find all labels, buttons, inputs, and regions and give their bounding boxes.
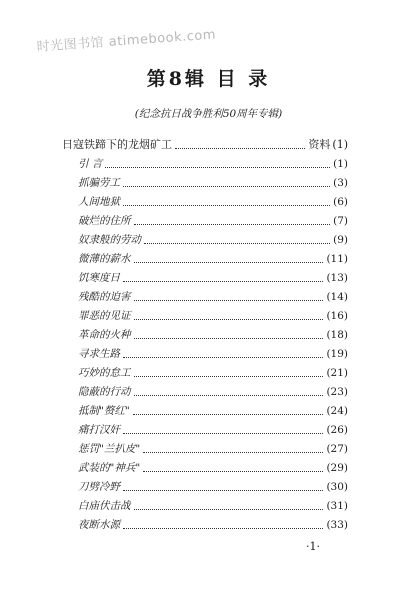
dot-leader [123,186,330,187]
toc-entry-label: 痛打汉奸 [78,424,120,436]
toc-entry [78,233,348,247]
page-number: ·1· [306,540,320,553]
toc-entry-page: (11) [326,253,348,265]
dot-leader [105,167,330,168]
toc-entry-label: 日寇铁蹄下的龙烟矿工 [62,138,172,151]
toc-entry-label: 巧妙的怠工 [78,367,131,379]
toc-entry-page: (27) [326,443,348,455]
toc-entry [78,271,348,285]
toc-entry [78,176,348,190]
toc-entry [78,423,348,437]
dot-leader [123,205,330,206]
subtitle: (纪念抗日战争胜利50周年专辑) [134,108,283,120]
toc-entry-label: 破烂的住所 [78,215,131,227]
dot-leader [134,395,324,396]
dot-leader [134,262,324,263]
toc-entry-label: 残酷的迫害 [78,291,131,303]
toc-entry-label: 奴隶般的劳动 [78,234,141,246]
toc-entry-label: 引 言 [78,158,103,170]
dot-leader [123,357,323,358]
dot-leader [123,490,323,491]
toc-entry-page: (30) [326,481,348,493]
toc-entry-page: (23) [326,386,348,398]
toc-entry [78,461,348,475]
dot-leader [175,148,305,149]
toc-entry [78,385,348,399]
toc-entry-page: (21) [326,367,348,379]
toc-entry-page: (18) [326,329,348,341]
toc-entry [78,195,348,209]
toc-entry-label: 饥寒度日 [78,272,120,284]
toc-entry-page: (26) [326,424,348,436]
toc-entry [78,309,348,323]
toc-entry-page: (29) [326,462,348,474]
toc-entry-page: (31) [326,500,348,512]
toc-entry [78,214,348,228]
toc-entry [78,442,348,456]
dot-leader [143,452,323,453]
dot-leader [134,319,324,320]
toc-entry-page: (1) [333,158,348,170]
dot-leader [134,509,324,510]
toc-entry-page: (6) [333,196,348,208]
toc-entry-label: 白庙伏击战 [78,500,131,512]
toc-entry-page: (24) [326,405,348,417]
toc-entry-label: 微薄的薪水 [78,253,131,265]
dot-leader [133,414,324,415]
toc-entry-label: 刀劈冷野 [78,481,120,493]
dot-leader [123,528,323,529]
page-title: 第8辑 目 录 [146,68,271,90]
toc-main-entry [62,138,348,152]
toc-entry [78,328,348,342]
toc-entry-label: 抓骗劳工 [78,177,120,189]
toc-entry [78,480,348,494]
toc-entry-page: (33) [326,519,348,531]
dot-leader [134,224,331,225]
toc-entry-page: (14) [326,291,348,303]
toc-entry-label: 人间地狱 [78,196,120,208]
toc-entry [78,366,348,380]
dot-leader [134,300,324,301]
toc-entry-page: (7) [333,215,348,227]
dot-leader [134,376,324,377]
toc-entry-page: (3) [333,177,348,189]
dot-leader [123,433,323,434]
toc-entry-page: (13) [326,272,348,284]
toc-entry-page: (9) [333,234,348,246]
toc-entry-page: (16) [326,310,348,322]
toc-entry-tag: 资料 [308,138,331,151]
toc-entry-label: 夜断水源 [78,519,120,531]
toc-entry [78,518,348,532]
dot-leader [134,338,324,339]
toc-entry [78,347,348,361]
toc-entry-label: 抵制"赘红" [78,405,130,417]
toc-entry [78,290,348,304]
toc-entry-label: 罪恶的见证 [78,310,131,322]
toc-entry [78,157,348,171]
toc-entry-label: 革命的火种 [78,329,131,341]
toc-entry [78,252,348,266]
toc-entry-label: 惩罚"兰扒皮" [78,443,141,455]
toc-entry-page: (1) [332,138,348,151]
toc-entry-label: 隐蔽的行动 [78,386,131,398]
toc-entry-label: 武装的"神兵" [78,462,141,474]
toc-entry [78,404,348,418]
toc-entry [78,499,348,513]
toc-entry-label: 寻求生路 [78,348,120,360]
dot-leader [123,281,323,282]
toc-entry-page: (19) [326,348,348,360]
dot-leader [144,243,330,244]
dot-leader [143,471,323,472]
watermark-text: 时光图书馆 atimebook.com [36,27,217,55]
